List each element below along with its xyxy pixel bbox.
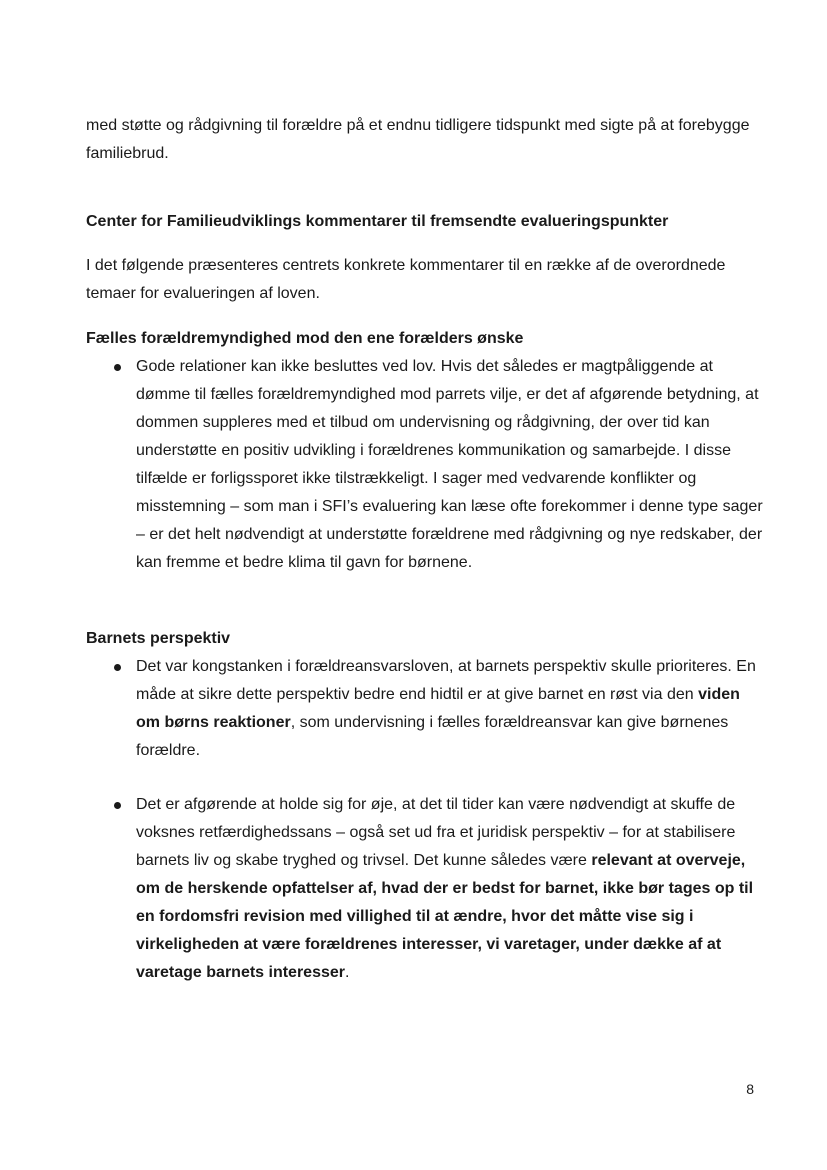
intro-paragraph: med støtte og rådgivning til forældre på et endnu tidligere tidspunkt med sigte på at forebygge familiebrud. <box>86 117 750 162</box>
bullet-text-after: , som undervisning i fælles forældreansvar kan give børnenes forældre. <box>136 714 729 759</box>
list-item <box>86 653 766 765</box>
paragraph-following-themes: I det følgende præsenteres centrets konkrete kommentarer til en række af de overordnede temaer for evalueringen af loven. <box>86 257 726 302</box>
bullet-icon <box>114 802 121 809</box>
bullet-list-joint-custody <box>86 353 766 577</box>
bullet-text-bold: relevant at overveje, om de herskende opfattelser af, hvad der er bedst for barnet, ikke bør tages op til en fordomsfri revision med villighed til at ændre, hvor det måtte vise sig i virkeligheden at være forældrenes interesser, vi varetager, under dække af at varetage barnets interesser <box>136 852 754 981</box>
heading-child-perspective: Barnets perspektiv <box>86 630 231 647</box>
bullet-text-before: Det var kongstanken i forældreansvarsloven, at barnets perspektiv skulle prioriteres. En måde at sikre dette perspektiv bedre end hidtil er at give barnet en røst via den <box>136 658 756 703</box>
bullet-text-after: . <box>345 964 350 981</box>
list-item <box>86 353 766 577</box>
heading-center-comments: Center for Familieudviklings kommentarer til fremsendte evalueringspunkter <box>86 213 669 230</box>
list-item <box>86 791 766 987</box>
page-content <box>86 112 766 987</box>
bullet-icon <box>114 364 121 371</box>
bullet-list-child-perspective <box>86 653 766 987</box>
page-number: 8 <box>746 1081 754 1097</box>
bullet-text: Gode relationer kan ikke besluttes ved lov. Hvis det således er magtpåliggende at dømme til fælles forældremyndighed mod parrets vilje, er det af afgørende betydning, at dommen suppleres med et tilbud om undervisning og rådgivning, der over tid kan understøtte en positiv udvikling i forældrenes kommunikation og samarbejde. I disse tilfælde er forligssporet ikke tilstrækkeligt. I sager med vedvarende konflikter og misstemning – som man i SFI’s evaluering kan læse ofte forekommer i denne type sager – er det helt nødvendigt at understøtte forældrene med rådgivning og nye redskaber, der kan fremme et bedre klima til gavn for børnene. <box>136 358 763 571</box>
heading-joint-custody: Fælles forældremyndighed mod den ene forælders ønske <box>86 330 524 347</box>
bullet-icon <box>114 664 121 671</box>
bullet-text-bold: viden om børns reaktioner <box>136 686 740 731</box>
bullet-text-before: Det er afgørende at holde sig for øje, at det til tider kan være nødvendigt at skuffe de voksnes retfærdighedssans – også set ud fra et juridisk perspektiv – for at stabilisere barnets liv og skabe tryghed og trivsel. Det kunne således være <box>136 796 736 869</box>
